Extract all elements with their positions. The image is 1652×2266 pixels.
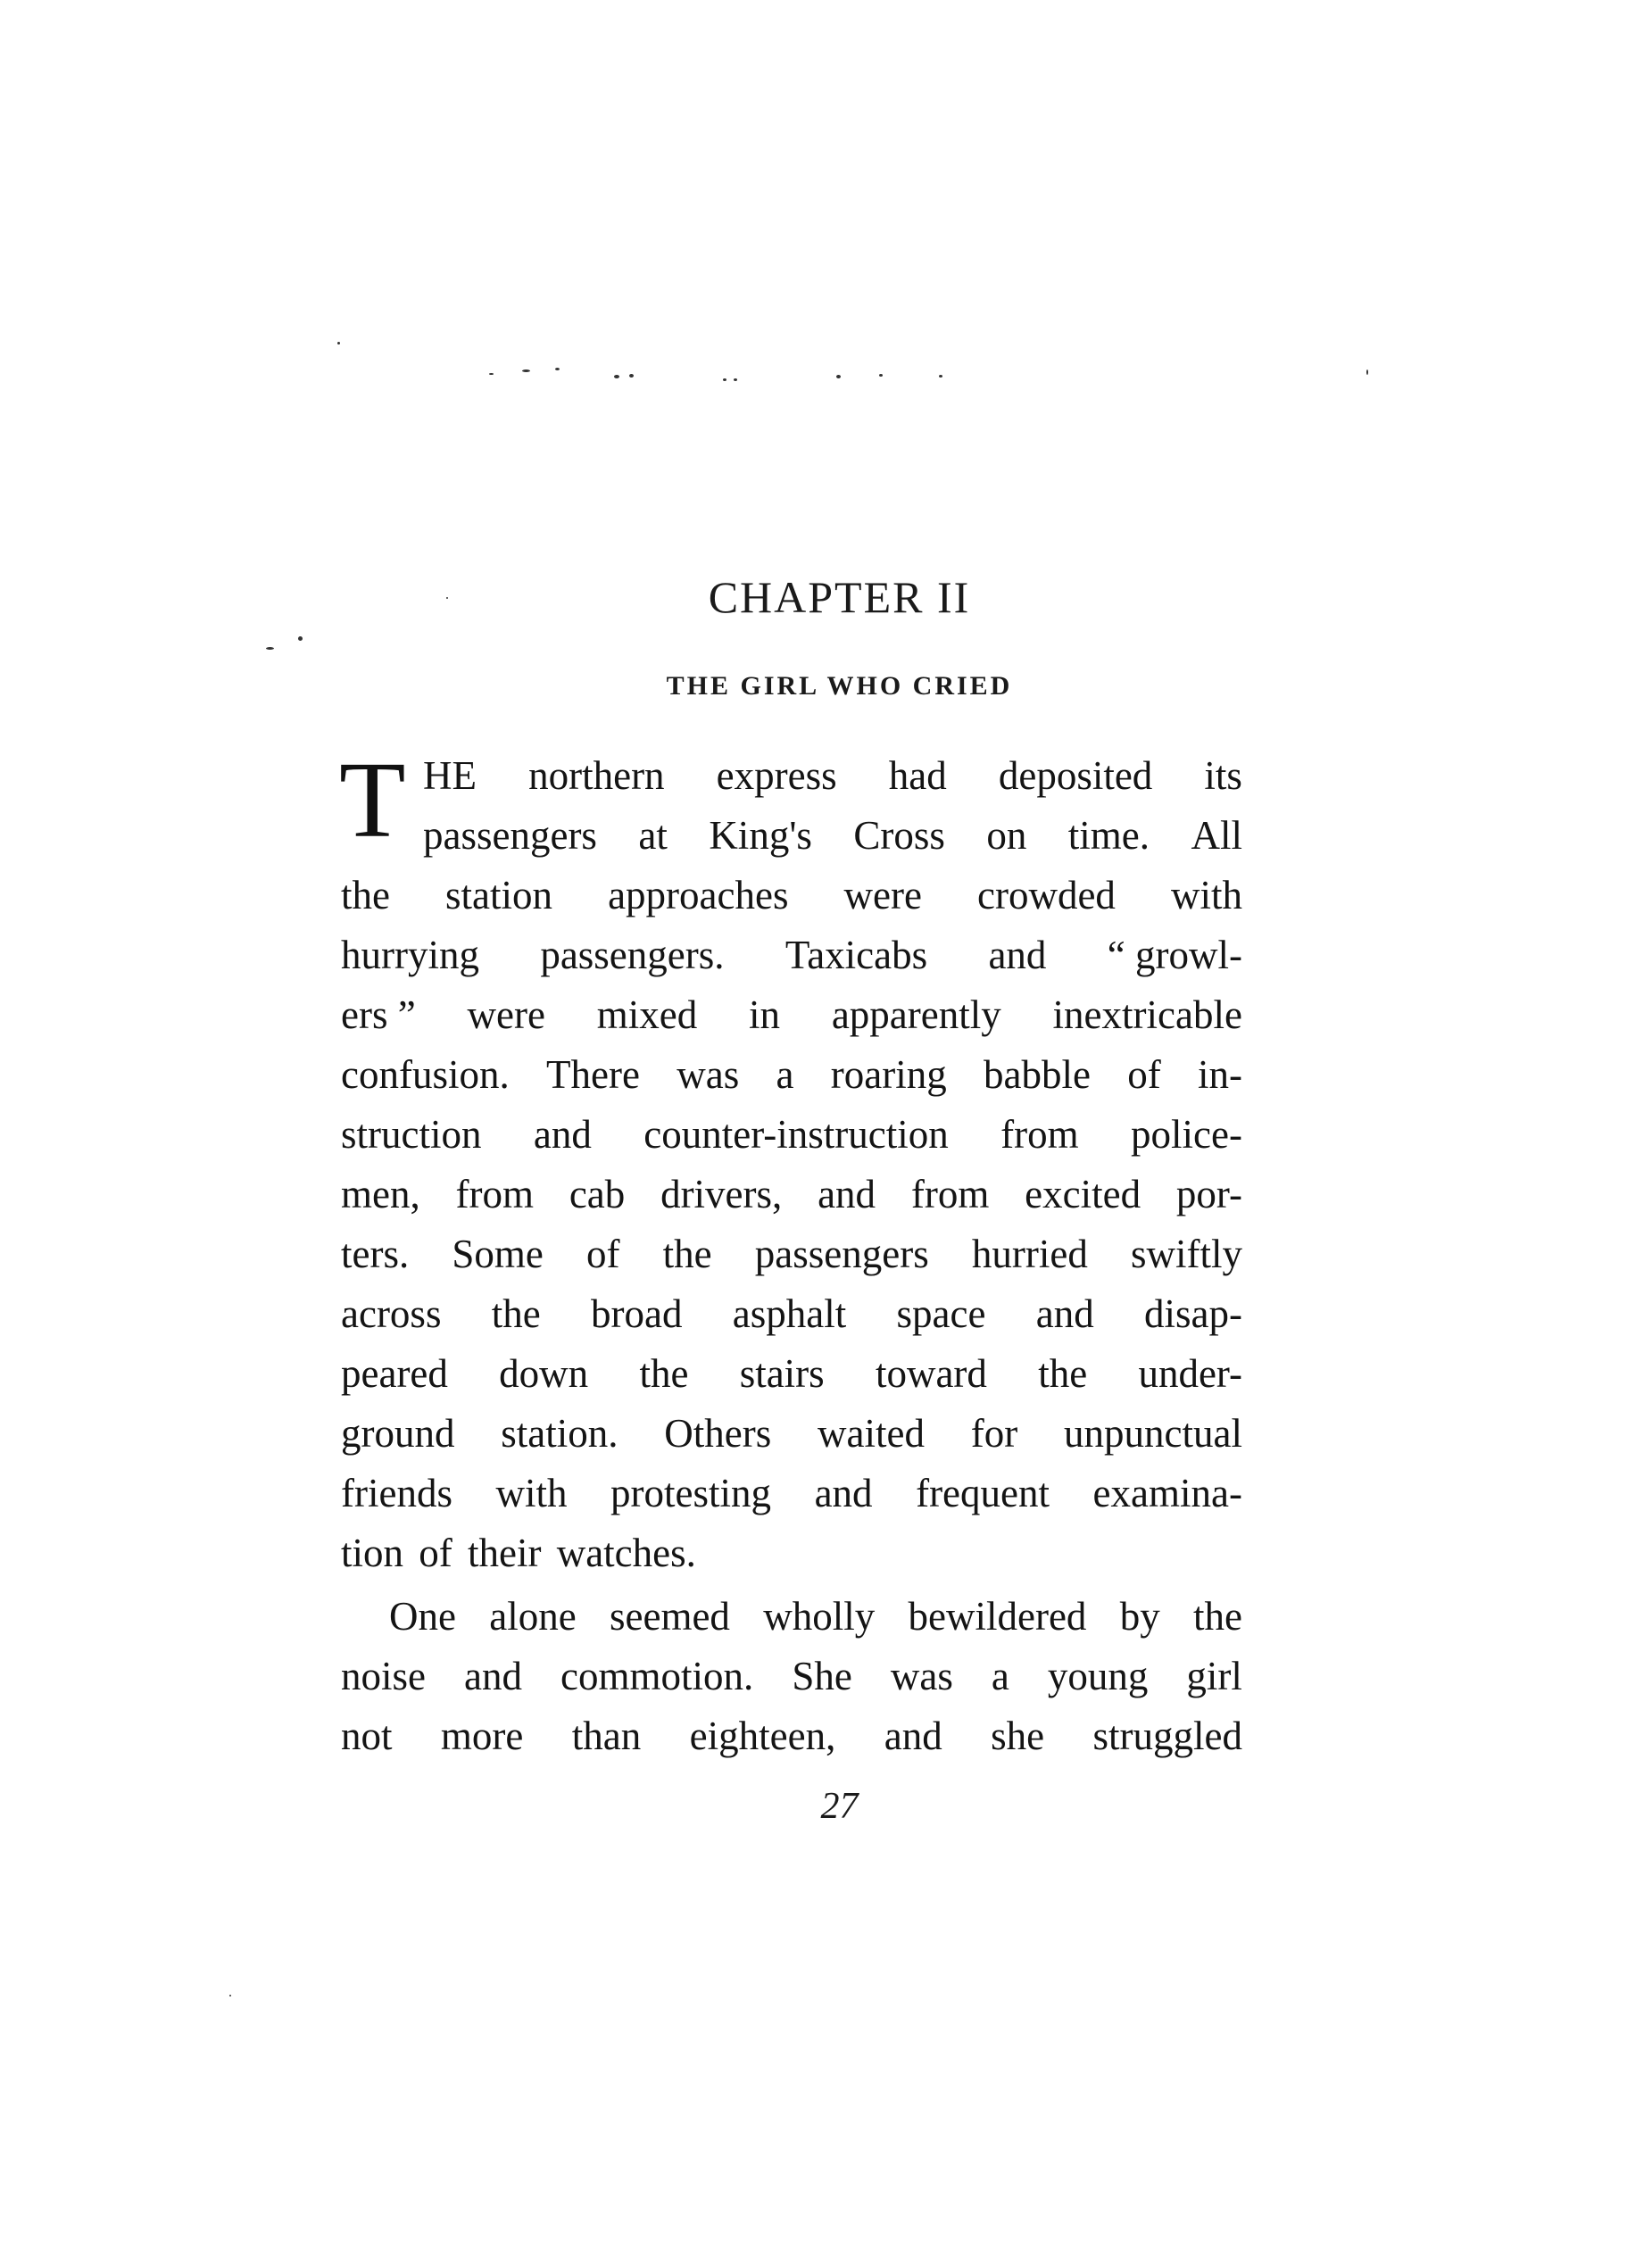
word: were xyxy=(467,992,545,1037)
scan-speck xyxy=(629,374,634,378)
text-line xyxy=(341,1647,1242,1706)
word: struction xyxy=(341,1112,482,1157)
text-line xyxy=(341,925,1242,985)
word: than xyxy=(571,1714,642,1758)
scan-speck xyxy=(836,375,841,378)
word: hurried xyxy=(971,1232,1088,1276)
scan-speck xyxy=(723,378,726,381)
scan-speck xyxy=(489,373,494,375)
word: Some xyxy=(452,1232,544,1276)
word: deposited xyxy=(998,753,1153,798)
scan-speck xyxy=(734,378,737,381)
word: police- xyxy=(1131,1112,1242,1157)
word: ers ” xyxy=(341,992,416,1037)
word: on xyxy=(986,813,1027,858)
word: apparently xyxy=(831,992,1001,1037)
scan-speck xyxy=(522,369,530,372)
word: and xyxy=(814,1471,873,1515)
scan-speck xyxy=(939,375,942,378)
scan-speck xyxy=(555,368,560,370)
word: roaring xyxy=(830,1052,947,1097)
word: friends xyxy=(341,1471,452,1515)
word: cab xyxy=(569,1172,626,1216)
word: station xyxy=(445,873,553,917)
scan-speck xyxy=(229,1995,231,1996)
word: was xyxy=(677,1052,740,1097)
word: the xyxy=(639,1351,689,1396)
word: the xyxy=(1038,1351,1088,1396)
word: ters. xyxy=(341,1232,410,1276)
chapter-heading: CHAPTER II xyxy=(708,572,971,622)
word: excited xyxy=(1025,1172,1141,1216)
word: King's xyxy=(709,813,812,858)
word: drivers, xyxy=(660,1172,783,1216)
word: northern xyxy=(528,753,665,798)
scan-speck xyxy=(1366,369,1368,375)
word: and xyxy=(818,1172,876,1216)
word: and xyxy=(464,1654,523,1698)
word: protesting xyxy=(610,1471,772,1515)
word: passengers xyxy=(423,813,597,858)
word: broad xyxy=(591,1291,683,1336)
word: babble xyxy=(983,1052,1091,1097)
text-line xyxy=(341,746,1242,806)
word: express xyxy=(716,753,837,798)
body-text xyxy=(339,740,1242,1766)
text-line xyxy=(341,806,1242,866)
word: a xyxy=(991,1654,1009,1698)
word: tion of their watches. xyxy=(341,1531,696,1575)
word: por- xyxy=(1175,1172,1242,1216)
word: Cross xyxy=(853,813,945,858)
scan-speck xyxy=(266,647,274,650)
word: There xyxy=(546,1052,640,1097)
scan-speck xyxy=(298,636,303,641)
word: in xyxy=(749,992,781,1037)
word: confusion. xyxy=(341,1052,510,1097)
text-line xyxy=(341,1523,1242,1583)
word: disap- xyxy=(1144,1291,1242,1336)
word: mixed xyxy=(596,992,698,1037)
word: men, xyxy=(341,1172,420,1216)
word: girl xyxy=(1186,1654,1242,1698)
word: in- xyxy=(1198,1052,1242,1097)
word: bewildered xyxy=(908,1594,1087,1639)
text-line xyxy=(341,1404,1242,1464)
word: of xyxy=(1127,1052,1161,1097)
chapter-title: THE GIRL WHO CRIED xyxy=(666,671,1013,701)
word: across xyxy=(341,1291,442,1336)
word: counter-instruction xyxy=(643,1112,949,1157)
word: noise xyxy=(341,1654,426,1698)
word: waited xyxy=(818,1411,925,1456)
word: from xyxy=(455,1172,535,1216)
word: hurrying xyxy=(341,933,479,977)
word: unpunctual xyxy=(1064,1411,1242,1456)
word: and xyxy=(884,1714,942,1758)
word: under- xyxy=(1138,1351,1242,1396)
word: not xyxy=(341,1714,393,1758)
word: HE xyxy=(423,753,477,798)
scan-speck xyxy=(614,375,619,378)
page-number: 27 xyxy=(820,1786,859,1827)
word: the xyxy=(341,873,390,917)
word: at xyxy=(638,813,668,858)
word: a xyxy=(776,1052,794,1097)
word: the xyxy=(1193,1594,1242,1639)
text-line xyxy=(341,1706,1242,1766)
word: its xyxy=(1204,753,1242,798)
word: examina- xyxy=(1092,1471,1242,1515)
word: toward xyxy=(875,1351,987,1396)
text-line xyxy=(341,1587,1242,1647)
word: stairs xyxy=(739,1351,825,1396)
word: down xyxy=(499,1351,589,1396)
word: and xyxy=(988,933,1047,977)
word: ground xyxy=(341,1411,455,1456)
word: crowded xyxy=(977,873,1116,917)
word: young xyxy=(1047,1654,1149,1698)
word: struggled xyxy=(1092,1714,1242,1758)
word: swiftly xyxy=(1130,1232,1242,1276)
word: Taxicabs xyxy=(784,933,928,977)
scan-speck xyxy=(879,374,883,377)
word: she xyxy=(991,1714,1045,1758)
word: approaches xyxy=(608,873,789,917)
text-lines xyxy=(339,740,1242,1766)
word: alone xyxy=(489,1594,577,1639)
text-line xyxy=(341,866,1242,925)
word: and xyxy=(1035,1291,1094,1336)
word: with xyxy=(495,1471,568,1515)
word: and xyxy=(533,1112,592,1157)
text-line xyxy=(341,1165,1242,1224)
word: commotion. xyxy=(560,1654,754,1698)
word: space xyxy=(896,1291,986,1336)
word: more xyxy=(440,1714,524,1758)
word: She xyxy=(792,1654,852,1698)
word: “ growl- xyxy=(1107,933,1242,977)
text-line xyxy=(341,1464,1242,1523)
word: the xyxy=(662,1232,712,1276)
text-line xyxy=(341,1224,1242,1284)
word: were xyxy=(843,873,922,917)
word: from xyxy=(910,1172,990,1216)
text-line xyxy=(341,985,1242,1045)
word: All xyxy=(1191,813,1242,858)
word: inextricable xyxy=(1052,992,1242,1037)
word: time. xyxy=(1067,813,1150,858)
drop-cap: T xyxy=(339,740,406,860)
word: frequent xyxy=(916,1471,1050,1515)
word: for xyxy=(970,1411,1018,1456)
word: station. xyxy=(501,1411,618,1456)
text-line xyxy=(341,1344,1242,1404)
word: had xyxy=(888,753,947,798)
scan-speck xyxy=(337,342,340,344)
word: wholly xyxy=(763,1594,876,1639)
word: the xyxy=(491,1291,541,1336)
word: eighteen, xyxy=(689,1714,836,1758)
word: One xyxy=(389,1594,456,1639)
word: from xyxy=(1000,1112,1079,1157)
word: seemed xyxy=(610,1594,730,1639)
word: asphalt xyxy=(732,1291,847,1336)
word: Others xyxy=(664,1411,772,1456)
word: peared xyxy=(341,1351,448,1396)
word: passengers. xyxy=(540,933,725,977)
word: was xyxy=(890,1654,953,1698)
word: passengers xyxy=(754,1232,929,1276)
word: with xyxy=(1170,873,1242,917)
word: of xyxy=(586,1232,620,1276)
text-line xyxy=(341,1045,1242,1105)
text-line xyxy=(341,1284,1242,1344)
word: by xyxy=(1119,1594,1160,1639)
text-line xyxy=(341,1105,1242,1165)
